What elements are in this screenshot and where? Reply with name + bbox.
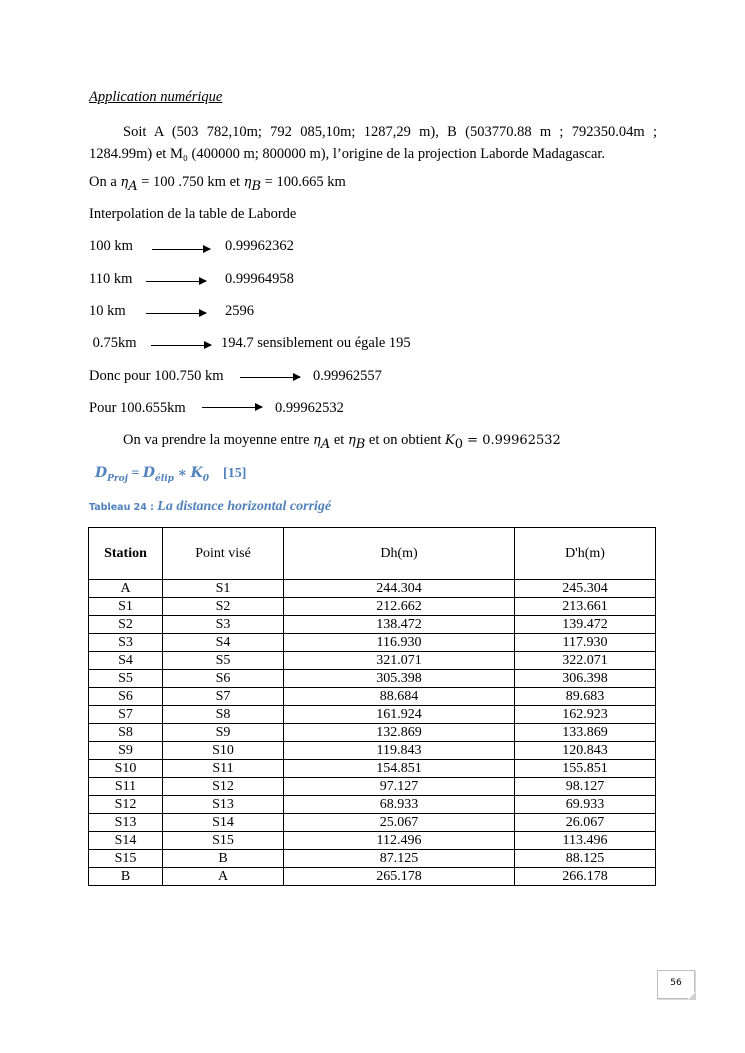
table-row (89, 742, 656, 760)
conclusion-text1: On va prendre la moyenne entre (123, 432, 314, 448)
conclusion-text3: et on obtient (365, 432, 446, 448)
cell-dph: 322.071 (515, 652, 656, 670)
cell-dh: 212.662 (284, 598, 515, 616)
cell-dh: 154.851 (284, 760, 515, 778)
conclusion-sub-a: A (320, 436, 331, 452)
cell-station: S13 (89, 814, 163, 832)
table-row (89, 850, 656, 868)
table-row (89, 868, 656, 886)
interp-left-5: Pour 100.655km (89, 400, 186, 416)
table-row (89, 616, 656, 634)
interp-left-4: Donc pour 100.750 km (89, 368, 224, 384)
arrow-icon (152, 249, 210, 250)
cell-point: B (163, 850, 284, 868)
formula-d2: D (142, 465, 156, 481)
cell-point: S15 (163, 832, 284, 850)
cell-station: S2 (89, 616, 163, 634)
cell-station: S10 (89, 760, 163, 778)
cell-dh: 97.127 (284, 778, 515, 796)
arrow-icon (240, 377, 300, 378)
table-row (89, 832, 656, 850)
cell-dph: 306.398 (515, 670, 656, 688)
cell-point: S14 (163, 814, 284, 832)
table-row (89, 760, 656, 778)
cell-dh: 265.178 (284, 868, 515, 886)
interp-right-4: 0.99962557 (313, 368, 382, 384)
formula-eq: = (127, 466, 143, 481)
formula (95, 465, 246, 484)
cell-point: S13 (163, 796, 284, 814)
arrow-icon (202, 407, 262, 408)
table-row (89, 688, 656, 706)
page-number: 56 (657, 970, 695, 999)
conclusion-value: = 0.99962532 (463, 433, 561, 448)
caption-label: Tableau 24 : (89, 502, 158, 513)
cell-station: S3 (89, 634, 163, 652)
cell-dph: 88.125 (515, 850, 656, 868)
cell-dph: 113.496 (515, 832, 656, 850)
cell-point: S8 (163, 706, 284, 724)
cell-station: S6 (89, 688, 163, 706)
interp-right-3: 194.7 sensiblement ou égale 195 (221, 335, 411, 351)
table-row (89, 796, 656, 814)
interp-right-1: 0.99964958 (225, 271, 294, 287)
interp-right-0: 0.99962362 (225, 238, 294, 254)
cell-station: S9 (89, 742, 163, 760)
cell-station: S14 (89, 832, 163, 850)
cell-point: S10 (163, 742, 284, 760)
formula-sub2: élip (155, 473, 174, 484)
cell-dh: 138.472 (284, 616, 515, 634)
cell-dh: 132.869 (284, 724, 515, 742)
conclusion-eta-b: η (347, 433, 356, 448)
distance-table (88, 527, 656, 886)
cell-station: A (89, 580, 163, 598)
eta-prefix: On a (89, 174, 121, 190)
cell-point: S4 (163, 634, 284, 652)
eta-b-value: = 100.665 km (261, 174, 346, 190)
cell-station: S5 (89, 670, 163, 688)
table-row (89, 598, 656, 616)
cell-point: S6 (163, 670, 284, 688)
section-heading: Application numérique (89, 89, 223, 105)
cell-station: S12 (89, 796, 163, 814)
cell-dph: 120.843 (515, 742, 656, 760)
eta-a-symbol: η (120, 175, 129, 190)
interp-title: Interpolation de la table de Laborde (89, 206, 297, 222)
cell-dph: 266.178 (515, 868, 656, 886)
cell-dh: 87.125 (284, 850, 515, 868)
cell-dh: 119.843 (284, 742, 515, 760)
eta-b-symbol: η (243, 175, 252, 190)
cell-station: S8 (89, 724, 163, 742)
col-header-dph: D'h(m) (515, 528, 656, 580)
cell-dh: 116.930 (284, 634, 515, 652)
cell-dh: 161.924 (284, 706, 515, 724)
arrow-icon (146, 313, 206, 314)
interp-left-2: 10 km (89, 303, 126, 319)
formula-times: ∗ (173, 466, 191, 481)
conclusion-k: K (445, 433, 455, 448)
table-row (89, 778, 656, 796)
cell-dh: 68.933 (284, 796, 515, 814)
table-row (89, 724, 656, 742)
arrow-icon (151, 345, 211, 346)
eta-b-sub: B (251, 178, 262, 194)
cell-point: S11 (163, 760, 284, 778)
interp-right-5: 0.99962532 (275, 400, 344, 416)
col-header-dh: Dh(m) (284, 528, 515, 580)
cell-dh: 244.304 (284, 580, 515, 598)
table-row (89, 670, 656, 688)
cell-dph: 162.923 (515, 706, 656, 724)
cell-dph: 155.851 (515, 760, 656, 778)
interp-left-0: 100 km (89, 238, 133, 254)
table-row (89, 814, 656, 832)
cell-dph: 133.869 (515, 724, 656, 742)
conclusion-sub-b: B (355, 436, 366, 452)
cell-point: S5 (163, 652, 284, 670)
cell-dh: 88.684 (284, 688, 515, 706)
table-row (89, 580, 656, 598)
cell-point: S7 (163, 688, 284, 706)
conclusion-text2: et (330, 432, 348, 448)
cell-dph: 98.127 (515, 778, 656, 796)
eta-a-sub: A (128, 178, 138, 194)
interp-left-3: 0.75km (89, 335, 137, 351)
conclusion-line (123, 432, 561, 452)
cell-station: S7 (89, 706, 163, 724)
cell-point: S1 (163, 580, 284, 598)
formula-sub1: Proj (107, 473, 128, 484)
col-header-station: Station (89, 528, 163, 580)
cell-dh: 321.071 (284, 652, 515, 670)
formula-k: K (190, 465, 203, 481)
table-caption (89, 498, 331, 515)
cell-station: S11 (89, 778, 163, 796)
cell-station: B (89, 868, 163, 886)
formula-d1: D (95, 465, 108, 481)
cell-dph: 213.661 (515, 598, 656, 616)
formula-sub-k: 0 (202, 473, 210, 484)
eta-line (89, 174, 346, 194)
arrow-icon (146, 281, 206, 282)
cell-point: S9 (163, 724, 284, 742)
cell-dph: 117.930 (515, 634, 656, 652)
cell-station: S4 (89, 652, 163, 670)
intro-paragraph (89, 121, 657, 165)
eta-a-value: = 100 .750 km et (137, 174, 244, 190)
cell-point: S2 (163, 598, 284, 616)
table-header-row (89, 528, 656, 580)
table-row (89, 706, 656, 724)
cell-dph: 245.304 (515, 580, 656, 598)
caption-text: La distance horizontal corrigé (157, 499, 332, 514)
cell-point: S12 (163, 778, 284, 796)
cell-station: S1 (89, 598, 163, 616)
cell-point: A (163, 868, 284, 886)
conclusion-eta-a: η (313, 433, 321, 448)
interp-right-2: 2596 (225, 303, 254, 319)
formula-ref: [15] (223, 466, 247, 481)
table-row (89, 652, 656, 670)
interp-left-1: 110 km (89, 271, 133, 287)
table-row (89, 634, 656, 652)
cell-dh: 25.067 (284, 814, 515, 832)
cell-dh: 305.398 (284, 670, 515, 688)
cell-station: S15 (89, 850, 163, 868)
col-header-point: Point visé (163, 528, 284, 580)
cell-dph: 89.683 (515, 688, 656, 706)
cell-point: S3 (163, 616, 284, 634)
conclusion-sub-k: 0 (454, 436, 464, 452)
cell-dph: 26.067 (515, 814, 656, 832)
cell-dph: 139.472 (515, 616, 656, 634)
cell-dh: 112.496 (284, 832, 515, 850)
cell-dph: 69.933 (515, 796, 656, 814)
intro-text: Soit A (503 782,10m; 792 085,10m; 1287,29 m), B (503770.88 m ; 792350.04m ; 1284.99m) et M₀ (400000 m; 800000 m), l’origine de la projection Laborde Madagascar. (89, 124, 657, 162)
